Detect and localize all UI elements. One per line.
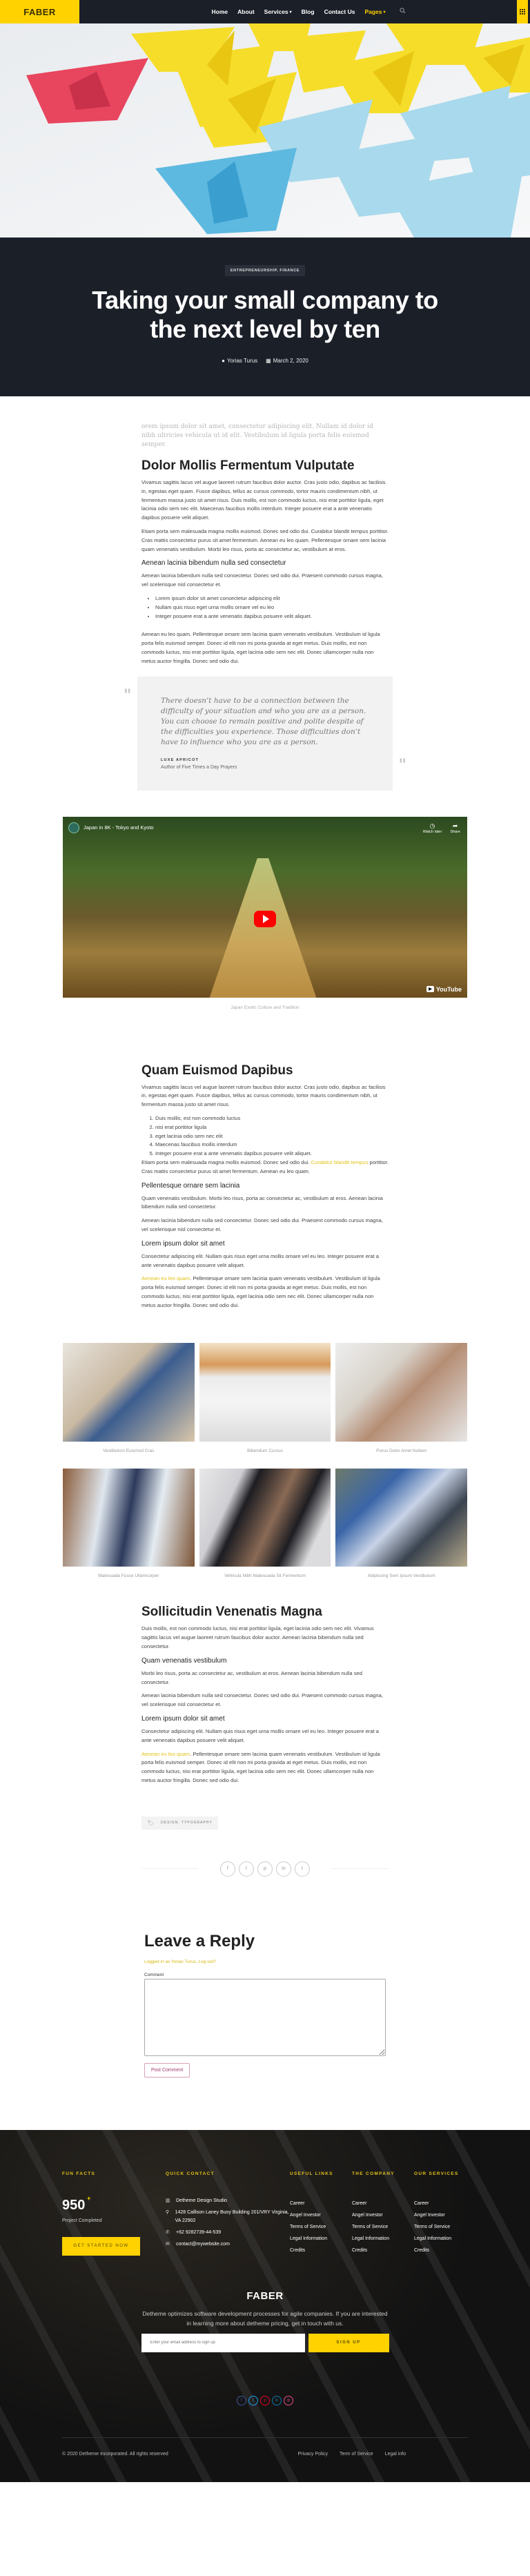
dribbble-icon[interactable]: ◎: [284, 2396, 293, 2405]
post-content-3: [141, 1589, 389, 1876]
profile-link[interactable]: Logged in as Yorias Turus: [144, 1959, 196, 1964]
subheading: Pellentesque ornare sem lacinia: [141, 1181, 240, 1190]
email-input[interactable]: [141, 2334, 305, 2352]
footer-link[interactable]: Credits: [414, 2247, 430, 2253]
text: Etiam porta sem malesuada magna mollis euismod. Donec sed odio dui.: [141, 1159, 311, 1165]
gallery-caption: Vestibulum Euismod Cras: [103, 1449, 155, 1454]
youtube-embed[interactable]: [63, 817, 467, 998]
footer-link[interactable]: Credits: [290, 2247, 306, 2253]
paragraph: Aenean eu leo quam. Pellentesque ornare sem lacinia quam venenatis vestibulum. Vestibulum id ligula porta felis euismod semper. Donec id elit non mi porta gravida at eget metus. Duis mollis, est non commodo luctus, nisi erat porttitor ligula, eget lacinia odio sem nec elit. Donec ullamcorper nulla non metus auctor fringilla. Donec sed odio dui.: [141, 631, 380, 664]
footer-link[interactable]: Terms of Service: [352, 2224, 389, 2229]
paragraph: Etiam porta sem malesuada magna mollis euismod. Donec sed odio dui. Curabitur blandit tempus porttitor. Cras mattis consectetur purus sit amet fermentum. Aenean eu leo quam. Pellentesque ornare sem lacinia quam venenatis vestibulum. Morbi leo risus, porta ac consectetur ac, vestibulum at eros.: [141, 527, 389, 552]
fact-label: Project Completed: [62, 2218, 102, 2223]
fact-value: 950: [62, 2197, 86, 2213]
inline-link[interactable]: Aenean eu leo quam: [141, 1275, 190, 1282]
facebook-share-icon[interactable]: f: [220, 1861, 235, 1877]
contact-email: [166, 2240, 290, 2249]
text: . Pellentesque ornare sem lacinia quam venenatis vestibulum. Vestibulum id ligula porta felis euismod semper. Donec id elit non mi porta gravida at eget metus. Duis mollis, est non commodo luctus, nisi erat porttitor ligula, eget lacinia odio sem nec elit. Donec ullamcorper nulla non metus auctor fringilla. Donec sed odio dui.: [141, 1275, 380, 1308]
paragraph: Vivamus sagittis lacus vel augue laoreet rutrum faucibus dolor auctor. Cras justo odio, dapibus ac facilisis in, egestas eget quam. Fusce dapibus, tellus ac cursus commodo, tortor mauris condimentum nibh, ut fermentum massa justo sit amet risus. Duis mollis, est non commodo luctus, nisi erat porttitor ligula, eget lacinia odio sem nec elit. Maecenas faucibus mollis interdum. Integer posuere erat a ante venenatis dapibus posuere velit aliquet.: [141, 479, 386, 521]
footer-link[interactable]: Terms of Service: [414, 2224, 451, 2229]
nav-label: Contact Us: [324, 8, 355, 15]
youtube-wordmark: YouTube: [435, 985, 462, 993]
post-content-2: [141, 1010, 389, 1310]
paragraph: Consectetur adipiscing elit. Nullam quis risus eget urna mollis ornare vel eu leo. Integer posuere erat a ante venenatis dapibus posuere velit aliquet.: [141, 1728, 380, 1743]
paragraph: [141, 1750, 389, 1785]
footer-link[interactable]: Angel Investor: [352, 2212, 383, 2218]
quote-open-icon: ": [124, 686, 132, 704]
post-title: Taking your small company to the next level by ten: [92, 286, 438, 343]
column-heading: OUR SERVICES: [414, 2171, 459, 2176]
gallery-item[interactable]: [199, 1469, 331, 1589]
comment-form: [144, 1932, 386, 2078]
footer-link[interactable]: Legal Information: [414, 2236, 452, 2241]
column-heading: THE COMPANY: [352, 2171, 395, 2176]
logout-link[interactable]: Log out?: [198, 1959, 216, 1964]
subheading: Lorem ipsum dolor sit amet: [141, 1239, 225, 1248]
pinterest-icon[interactable]: p: [260, 2396, 270, 2405]
footer-description: Detheme optimizes software development processes for agile companies. If you are interested in learning more about detheme pricing, get in touch with us.: [142, 2309, 388, 2327]
image-gallery: [63, 1343, 467, 1589]
gallery-caption: Malesuada Fusce Ullamcorper: [98, 1573, 159, 1579]
nav-label: Pages: [364, 8, 382, 15]
grid-menu-icon[interactable]: [517, 0, 528, 23]
footer-columns: [62, 2171, 502, 2256]
calendar-icon: ▦: [266, 358, 271, 364]
play-icon: [263, 915, 269, 923]
author-link[interactable]: [222, 358, 257, 364]
quote-text: There doesn’t have to be a connection between the difficulty of your situation and who you are as a person. You can choose to remain positive and polite despite of the difficulties you experience. Those difficulties don’t have to influence who you are as a person.: [161, 696, 366, 746]
paragraph: Duis mollis, est non commodo luctus, nisi erat porttitor ligula, eget lacinia odio sem nec elit. Vivamus sagittis lacus vel augue laoreet rutrum faucibus dolor auctor. Aenean lacinia bibendum nulla sed consectetur.: [141, 1625, 374, 1650]
phone-icon: ✆: [166, 2229, 170, 2235]
author-name: Yorias Turus: [226, 358, 258, 364]
tags-icon: 🏷: [147, 1819, 155, 1826]
contact-text[interactable]: contact@mywebsite.com: [176, 2241, 230, 2247]
gallery-item[interactable]: [335, 1469, 467, 1589]
quick-contact: [166, 2171, 290, 2256]
gallery-item[interactable]: [63, 1469, 195, 1589]
contact-phone: [166, 2229, 290, 2237]
list-item: 3. eget lacinia odio sem nec elit: [155, 1132, 389, 1141]
gallery-caption: Bibendum Cursus: [247, 1449, 283, 1454]
email-icon: ✉: [166, 2241, 170, 2247]
list-item: 1. Duis mollis, est non commodo luctus: [155, 1114, 389, 1123]
facebook-icon[interactable]: f: [237, 2396, 246, 2405]
quote-close-icon: ": [398, 755, 406, 774]
subheading: Quam venenatis vestibulum: [141, 1656, 227, 1665]
contact-text: 1428 Callison Laney Buoy Building 201/VRY Virginia, VA 22902: [175, 2209, 289, 2223]
paragraph: Morbi leo risus, porta ac consectetur ac, vestibulum at eros. Aenean lacinia bibendum nulla sed consectetur.: [141, 1669, 362, 1685]
footer-link[interactable]: Legal Information: [352, 2236, 390, 2241]
twitter-share-icon[interactable]: t: [239, 1861, 254, 1877]
gallery-item[interactable]: [335, 1343, 467, 1464]
main-menu: [79, 8, 517, 16]
footer-link[interactable]: Terms of Service: [290, 2224, 326, 2229]
paragraph: Aenean lacinia bibendum nulla sed consectetur. Donec sed odio dui. Praesent commodo cursus magna, vel scelerisque nisl consectetur et.: [141, 1692, 383, 1708]
bullet-list: [155, 594, 389, 621]
contact-company: [166, 2197, 290, 2205]
post-header: [0, 238, 530, 396]
reply-title: Leave a Reply: [144, 1931, 255, 1950]
nav-services[interactable]: [264, 8, 292, 15]
footer-link[interactable]: Career: [290, 2200, 305, 2206]
privacy-policy-link[interactable]: Privacy Policy: [297, 2451, 328, 2457]
legal-links: [297, 2452, 406, 2457]
footer-link[interactable]: Career: [352, 2200, 367, 2206]
paragraph: Quam venenatis vestibulum. Morbi leo risus, porta ac consectetur ac, vestibulum at eros. Aenean lacinia bibendum nulla sed consectetur.: [141, 1194, 383, 1210]
subheading: Lorem ipsum dolor sit amet: [141, 1715, 225, 1723]
text: . Pellentesque ornare sem lacinia quam venenatis vestibulum. Vestibulum id ligula porta felis euismod semper. Donec id elit non mi porta gravida at eget metus. Duis mollis, est non commodo luctus, nisi erat porttitor ligula, eget lacinia odio sem nec elit. Donec ullamcorper nulla non metus auctor fringilla. Donec sed odio dui.: [141, 1750, 380, 1784]
nav-label: Blog: [301, 8, 315, 15]
terms-link[interactable]: Term of Service: [340, 2451, 373, 2457]
paragraph: [141, 1159, 389, 1176]
contact-text[interactable]: +62 9282739-44-539: [176, 2229, 222, 2235]
gallery-caption: Purus Dolor Amet Nullam: [376, 1449, 427, 1454]
share-icon: ➦: [452, 822, 458, 829]
footer-divider: [62, 2437, 468, 2438]
column-heading: QUICK CONTACT: [166, 2171, 215, 2176]
video-actions: [423, 822, 460, 834]
watch-later-button[interactable]: [423, 822, 442, 834]
search-icon[interactable]: [400, 8, 406, 16]
plus-sign: +: [87, 2194, 91, 2202]
video-header: [68, 822, 154, 833]
section-heading: Quam Euismod Dapibus: [141, 1063, 293, 1078]
twitter-icon[interactable]: t: [248, 2396, 258, 2405]
signup-form: [141, 2334, 389, 2352]
fact-number: [62, 2194, 91, 2214]
post-date: March 2, 2020: [273, 358, 308, 364]
list-item: 2. nisi erat porttitor ligula: [155, 1123, 389, 1132]
newsletter: [0, 2290, 530, 2352]
divider: [332, 1868, 389, 1869]
paragraph: Aenean lacinia bibendum nulla sed consectetur. Donec sed odio dui. Praesent commodo cursus magna, vel scelerisque nisl consectetur et.: [141, 572, 383, 588]
gallery-item[interactable]: [199, 1343, 331, 1464]
paragraph: Vivamus sagittis lacus vel augue laoreet rutrum faucibus dolor auctor. Cras justo odio, dapibus ac facilisis in, egestas eget quam. Fusce dapibus, tellus ac cursus commodo, tortor mauris condimentum nibh, ut fermentum massa justo sit amet risus.: [141, 1083, 386, 1108]
quote-author-role: Author of Five Times a Day Prayers: [161, 764, 237, 770]
lead-paragraph: orem ipsum dolor sit amet, consectetur adipiscing elit. Nullam id dolor id nibh ultricies vehicula ut id elit. Vestibulum id ligula porta felis euismod semper.: [141, 423, 373, 448]
paragraph: [141, 1275, 389, 1310]
nav-blog[interactable]: [302, 8, 315, 15]
chevron-down-icon: ▾: [289, 10, 292, 14]
linkedin-share-icon[interactable]: in: [276, 1861, 291, 1877]
linkedin-icon[interactable]: in: [272, 2396, 282, 2405]
comment-textarea[interactable]: [144, 1979, 386, 2056]
quote-author: LUXE APRICOT: [161, 757, 199, 762]
column-heading: FUN FACTS: [62, 2171, 96, 2176]
youtube-play-icon: ▶: [426, 986, 434, 992]
list-item: • Nullam quis risus eget urna mollis ornare vel eu leo: [155, 603, 389, 612]
divider: [141, 1868, 198, 1869]
site-footer: [0, 2130, 530, 2482]
video-title[interactable]: Japan in 8K - Tokyo and Kyoto: [84, 824, 154, 831]
sign-up-button[interactable]: SIGN UP: [308, 2334, 389, 2352]
channel-avatar[interactable]: [68, 822, 79, 833]
gallery-caption: Adipiscing Sem Ipsum Vestibulum: [367, 1573, 435, 1579]
category-badge[interactable]: ENTREPRENEURSHIP, FINANCE: [225, 265, 305, 276]
nav-label: Services: [264, 8, 288, 15]
subheading: Aenean lacinia bibendum nulla sed consectetur: [141, 559, 286, 568]
post-tags: [141, 1817, 218, 1830]
footer-link[interactable]: Angel Investor: [290, 2212, 321, 2218]
tag-list[interactable]: DESIGN, TYPOGRAPHY: [161, 1821, 213, 1826]
gallery-image[interactable]: [335, 1343, 467, 1442]
copyright: © 2020 Detheme Incorporated. All rights reserved: [62, 2451, 168, 2457]
footer-bottom: [62, 2452, 406, 2457]
company-links: [352, 2171, 414, 2256]
numbered-list: [155, 1114, 389, 1159]
social-links: [0, 2396, 530, 2405]
share-button[interactable]: [450, 822, 460, 834]
post-comment-button[interactable]: Post Comment: [144, 2063, 190, 2078]
column-heading: USEFUL LINKS: [290, 2171, 333, 2176]
share-label: Share: [450, 829, 460, 834]
user-icon: ●: [222, 358, 225, 364]
nav-about[interactable]: [237, 8, 255, 15]
chevron-down-icon: ▾: [383, 10, 386, 14]
gallery-image[interactable]: [63, 1469, 195, 1567]
nav-label: About: [237, 8, 255, 15]
tumblr-share-icon[interactable]: t: [295, 1861, 310, 1877]
gallery-image[interactable]: [335, 1469, 467, 1567]
section-heading: Dolor Mollis Fermentum Vulputate: [141, 458, 355, 473]
footer-logo[interactable]: FABER: [246, 2289, 284, 2302]
pinterest-share-icon[interactable]: p: [257, 1861, 273, 1877]
get-started-button[interactable]: GET STARTED NOW: [62, 2237, 140, 2256]
map-pin-icon: ⚲: [166, 2209, 170, 2215]
inline-link[interactable]: Aenean eu leo quam: [141, 1750, 190, 1757]
play-button[interactable]: [254, 911, 276, 927]
hero-image: [0, 23, 530, 238]
useful-links: [290, 2171, 352, 2256]
video-caption: Japan Exotic Culture and Tradition: [230, 1005, 300, 1010]
legal-info-link[interactable]: Legal info: [384, 2451, 406, 2457]
video-thumbnail-path: [208, 858, 318, 998]
services-links: [414, 2171, 476, 2256]
nav-home[interactable]: [212, 8, 228, 15]
contact-text: Detheme Design Studio: [176, 2198, 227, 2203]
date-link[interactable]: [266, 358, 308, 364]
footer-link[interactable]: Credits: [352, 2247, 368, 2253]
nav-pages[interactable]: [364, 8, 385, 15]
text: porttitor. Cras mattis consectetur purus sit amet fermentum. Aenean eu leo quam.: [141, 1159, 389, 1174]
post-content: [124, 396, 406, 791]
footer-link[interactable]: Legal Information: [290, 2236, 328, 2241]
paragraph: Consectetur adipiscing elit. Nullam quis risus eget urna mollis ornare vel eu leo. Integer posuere erat a ante venenatis dapibus posuere velit aliquet.: [141, 1252, 380, 1268]
comment-label: Comment: [144, 1972, 164, 1977]
watch-later-label: Watch later: [422, 829, 442, 834]
building-icon: ▥: [166, 2198, 170, 2203]
footer-link[interactable]: Career: [414, 2200, 429, 2206]
contact-address: [166, 2209, 290, 2225]
nav-label: Home: [211, 8, 228, 15]
gallery-image[interactable]: [199, 1343, 331, 1442]
post-meta: [222, 358, 308, 364]
fun-facts: [62, 2171, 166, 2256]
list-item: 4. Maecenas faucibus mollis interdum: [155, 1141, 389, 1150]
site-logo[interactable]: FABER: [0, 0, 79, 23]
share-bar: [141, 1861, 389, 1877]
nav-contact[interactable]: [324, 8, 355, 15]
clock-icon: ◷: [429, 822, 435, 829]
inline-link[interactable]: Curabitur blandit tempus: [311, 1159, 369, 1165]
gallery-image[interactable]: [63, 1343, 195, 1442]
paper-boats-illustration: [0, 23, 530, 238]
paragraph: Aenean lacinia bibendum nulla sed consectetur. Donec sed odio dui. Praesent commodo cursus magna, vel scelerisque nisl consectetur et.: [141, 1217, 383, 1232]
logged-in-text: Logged in as Yorias Turus. Log out?: [144, 1959, 216, 1964]
gallery-image[interactable]: [199, 1469, 331, 1567]
list-item: 5. Integer posuere erat a ante venenatis dapibus posuere velit aliquet.: [155, 1150, 389, 1159]
section-heading: Sollicitudin Venenatis Magna: [141, 1605, 322, 1620]
top-nav: [0, 0, 530, 23]
youtube-logo[interactable]: [426, 986, 462, 993]
footer-link[interactable]: Angel Investor: [414, 2212, 445, 2218]
pull-quote: [124, 677, 406, 791]
gallery-caption: Vehicula Nibh Malesuada Sit Fermentum: [224, 1573, 306, 1579]
list-item: • Integer posuere erat a ante venenatis dapibus posuere velit aliquet.: [155, 612, 389, 621]
list-item: • Lorem ipsum dolor sit amet consectetur adipiscing elit: [155, 594, 389, 603]
gallery-item[interactable]: [63, 1343, 195, 1464]
